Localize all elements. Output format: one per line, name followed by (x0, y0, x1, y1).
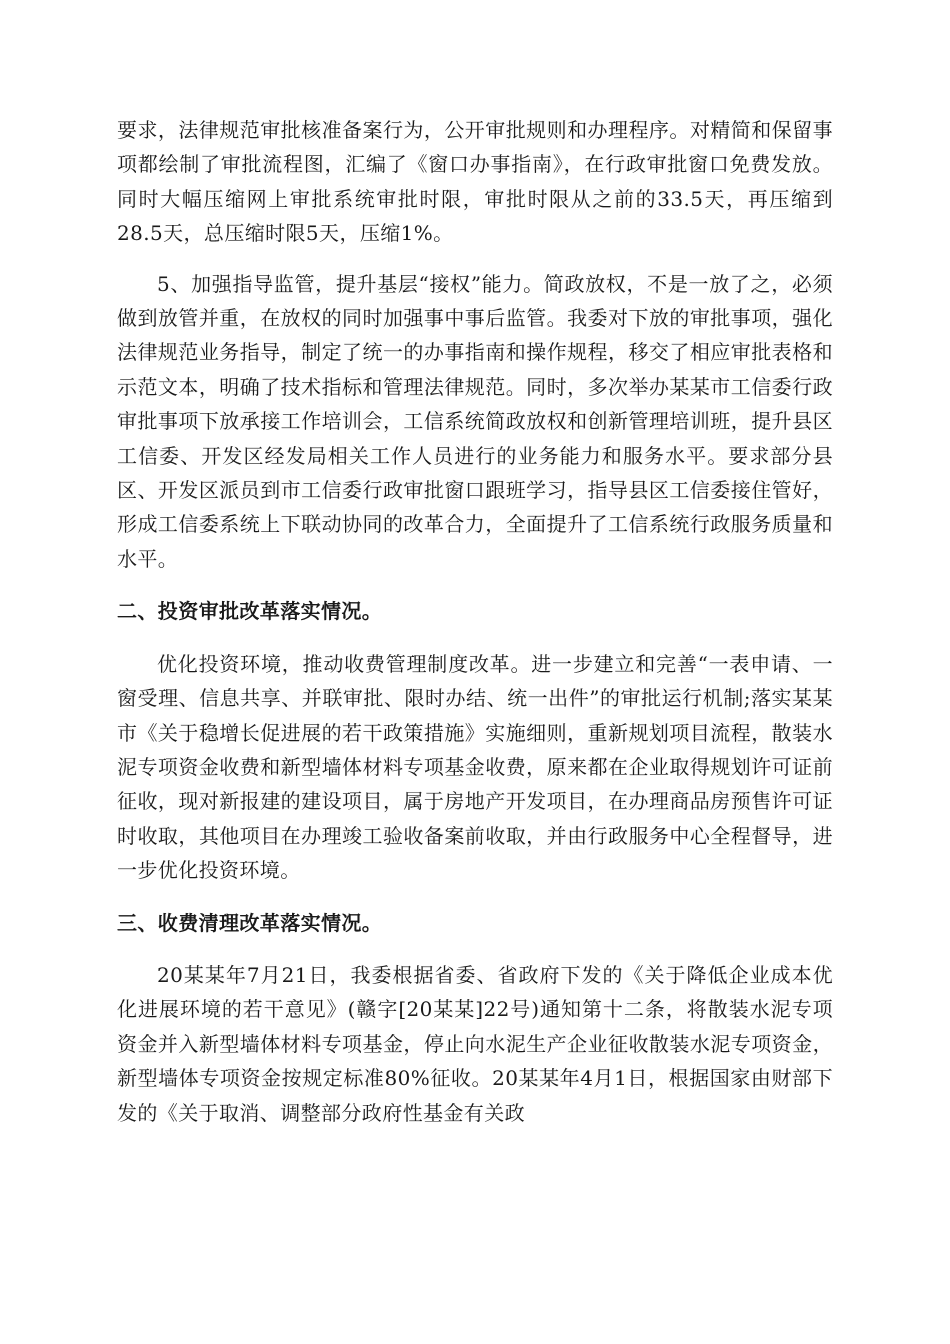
paragraph-guidance-supervision: 5、加强指导监管，提升基层“接权”能力。简政放权，不是一放了之，必须做到放管并重，在放权的同时加强事中事后监管。我委对下放的审批事项，强化法律规范业务指导，制定了统一的办事指南和操作规程，移交了相应审批表格和示范文本，明确了技术指标和管理法律规范。同时，多次举办某某市工信委行政审批事项下放承接工作培训会，工信系统简政放权和创新管理培训班，提升县区工信委、开发区经发局相关工作人员进行的业务能力和服务水平。要求部分县区、开发区派员到市工信委行政审批窗口跟班学习，指导县区工信委接住管好，形成工信委系统上下联动协同的改革合力，全面提升了工信系统行政服务质量和水平。 (117, 271, 833, 571)
paragraph-fee-cleanup: 20某某年7月21日，我委根据省委、省政府下发的《关于降低企业成本优化进展环境的若干意见》(赣字[20某某]22号)通知第十二条，将散装水泥专项资金并入新型墙体材料专项基金，停止向水泥生产企业征收散装水泥专项资金，新型墙体专项资金按规定标准80%征收。20某某年4月1日，根据国家由财部下发的《关于取消、调整部分政府性基金有关政 (117, 962, 833, 1125)
section-heading-investment-approval: 二、投资审批改革落实情况。 (117, 599, 383, 624)
section-heading-fee-cleanup: 三、收费清理改革落实情况。 (117, 910, 383, 935)
paragraph-investment-environment: 优化投资环境，推动收费管理制度改革。进一步建立和完善“一表申请、一窗受理、信息共享、并联审批、限时办结、统一出件”的审批运行机制;落实某某市《关于稳增长促进展的若干政策措施》实施细则，重新规划项目流程，散装水泥专项资金收费和新型墙体材料专项基金收费，原来都在企业取得规划许可证前征收，现对新报建的建设项目，属于房地产开发项目，在办理商品房预售许可证时收取，其他项目在办理竣工验收备案前收取，并由行政服务中心全程督导，进一步优化投资环境。 (117, 651, 833, 883)
document-page (117, 113, 833, 1130)
paragraph-approval-rules: 要求，法律规范审批核准备案行为，公开审批规则和办理程序。对精简和保留事项都绘制了审批流程图，汇编了《窗口办事指南》，在行政审批窗口免费发放。同时大幅压缩网上审批系统审批时限，审批时限从之前的33.5天，再压缩到28.5天，总压缩时限5天，压缩1%。 (117, 118, 833, 246)
